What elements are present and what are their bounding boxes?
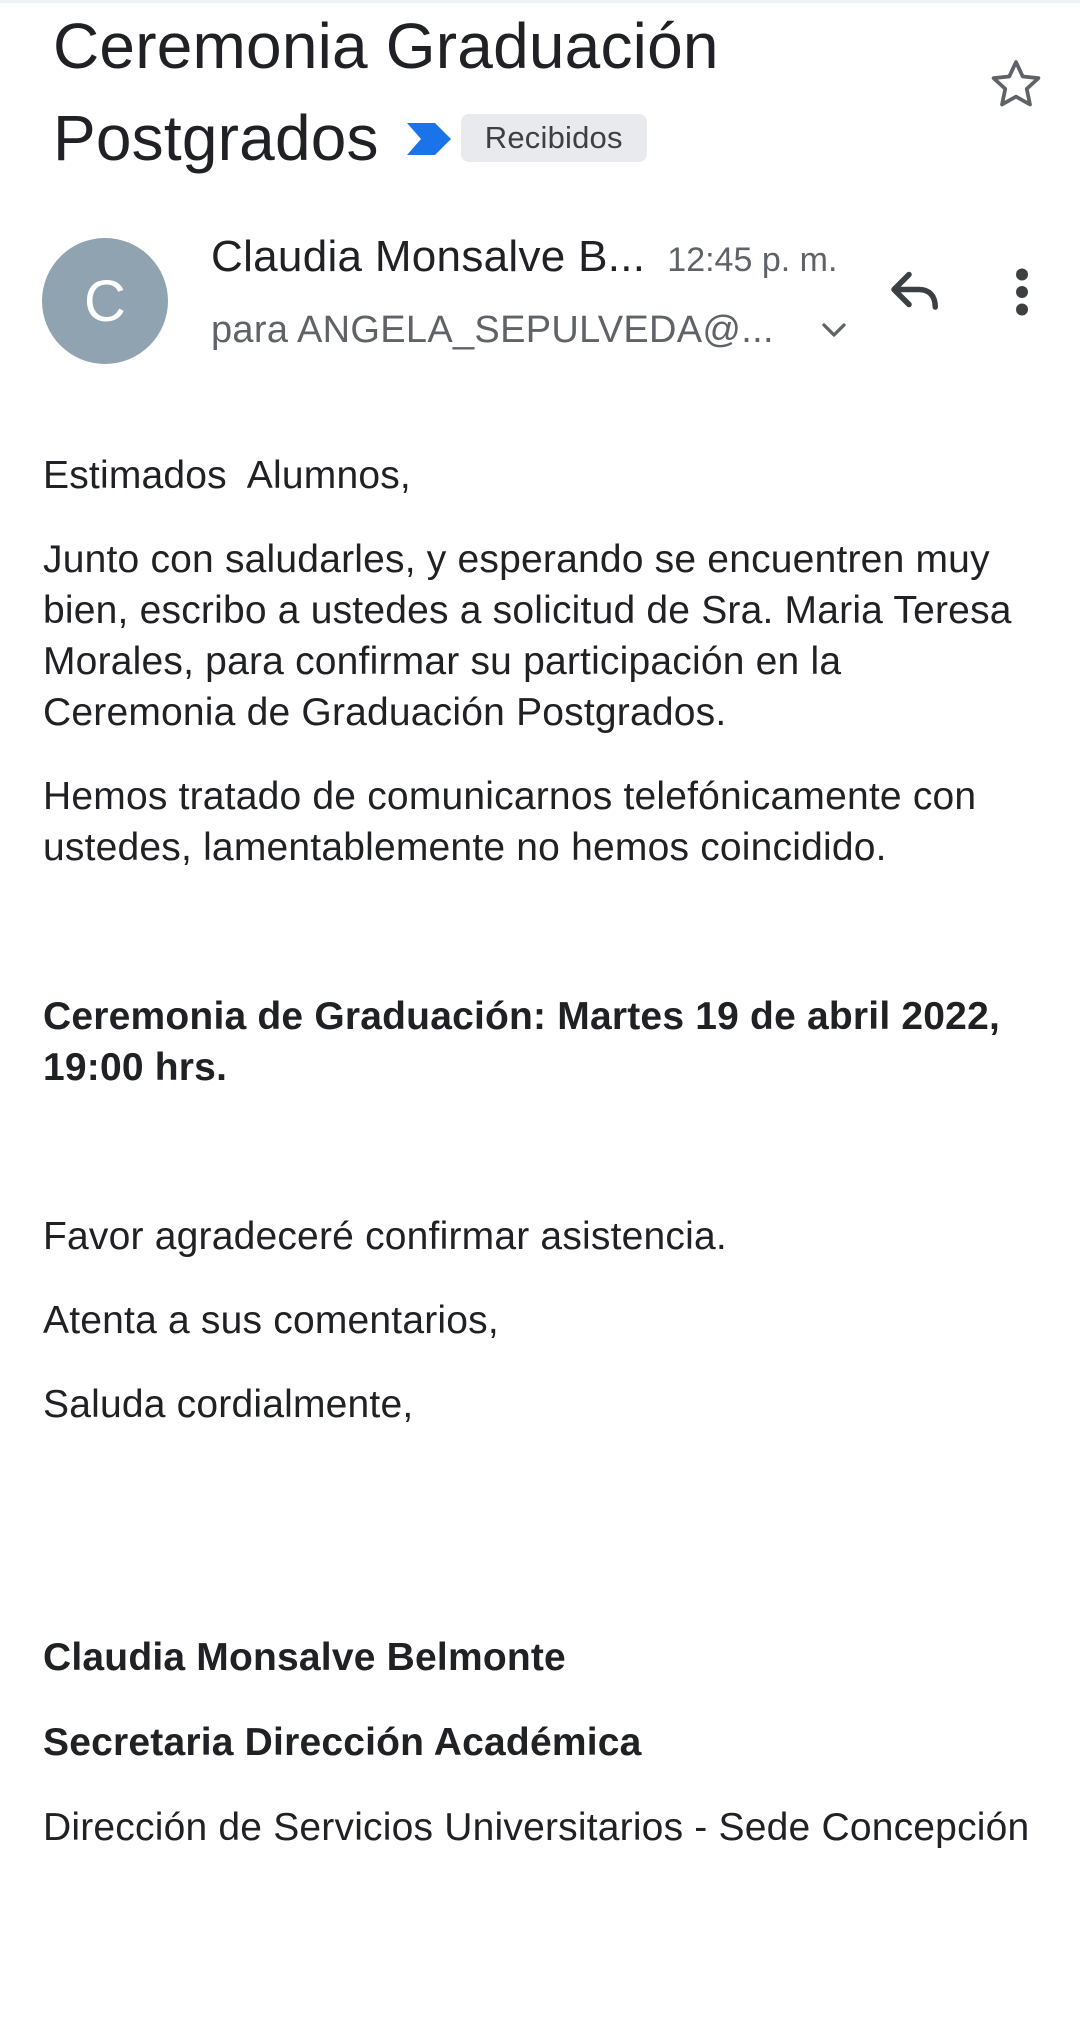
subject-line-2: Postgrados (53, 102, 379, 174)
chevron-down-icon[interactable] (814, 310, 854, 350)
email-subject (53, 0, 953, 184)
subject-line-2-row (53, 92, 953, 184)
email-body (43, 450, 1033, 1853)
body-paragraph-2: Hemos tratado de comunicarnos telefónicamente con ustedes, lamentablemente no hemos coincidido. (43, 775, 977, 869)
body-closing-2: Saluda cordialmente, (43, 1383, 414, 1426)
importance-marker-icon[interactable] (405, 119, 453, 159)
body-paragraph-1: Junto con saludarles, y esperando se encuentren muy bien, escribo a ustedes a solicitud de Sra. Maria Teresa Morales, para confirmar su participación en la Ceremonia de Graduación Postgrados. (43, 538, 1012, 734)
label-chip-inbox[interactable]: Recibidos (461, 114, 647, 162)
body-closing-1: Atenta a sus comentarios, (43, 1299, 499, 1342)
avatar-initial: C (84, 268, 126, 334)
star-icon[interactable] (988, 56, 1044, 112)
signature-department: Dirección de Servicios Universitarios - Sede Concepción (43, 1806, 1030, 1849)
more-vert-icon[interactable] (1004, 262, 1040, 322)
body-event-details: Ceremonia de Graduación: Martes 19 de abril 2022, 19:00 hrs. (43, 995, 1000, 1089)
signature-name: Claudia Monsalve Belmonte (43, 1636, 566, 1679)
sender-name[interactable]: Claudia Monsalve B... (211, 232, 646, 281)
subject-line-1: Ceremonia Graduación (53, 10, 719, 82)
signature-title: Secretaria Dirección Académica (43, 1721, 642, 1764)
body-greeting: Estimados Alumnos, (43, 454, 411, 497)
timestamp: 12:45 p. m. (667, 241, 838, 279)
reply-icon[interactable] (884, 262, 944, 322)
body-confirm-request: Favor agradeceré confirmar asistencia. (43, 1215, 727, 1258)
sender-row (211, 232, 837, 292)
recipient-details-toggle[interactable] (211, 302, 854, 358)
recipient-text: para ANGELA_SEPULVEDA@... (211, 308, 774, 351)
sender-avatar[interactable] (42, 238, 168, 364)
